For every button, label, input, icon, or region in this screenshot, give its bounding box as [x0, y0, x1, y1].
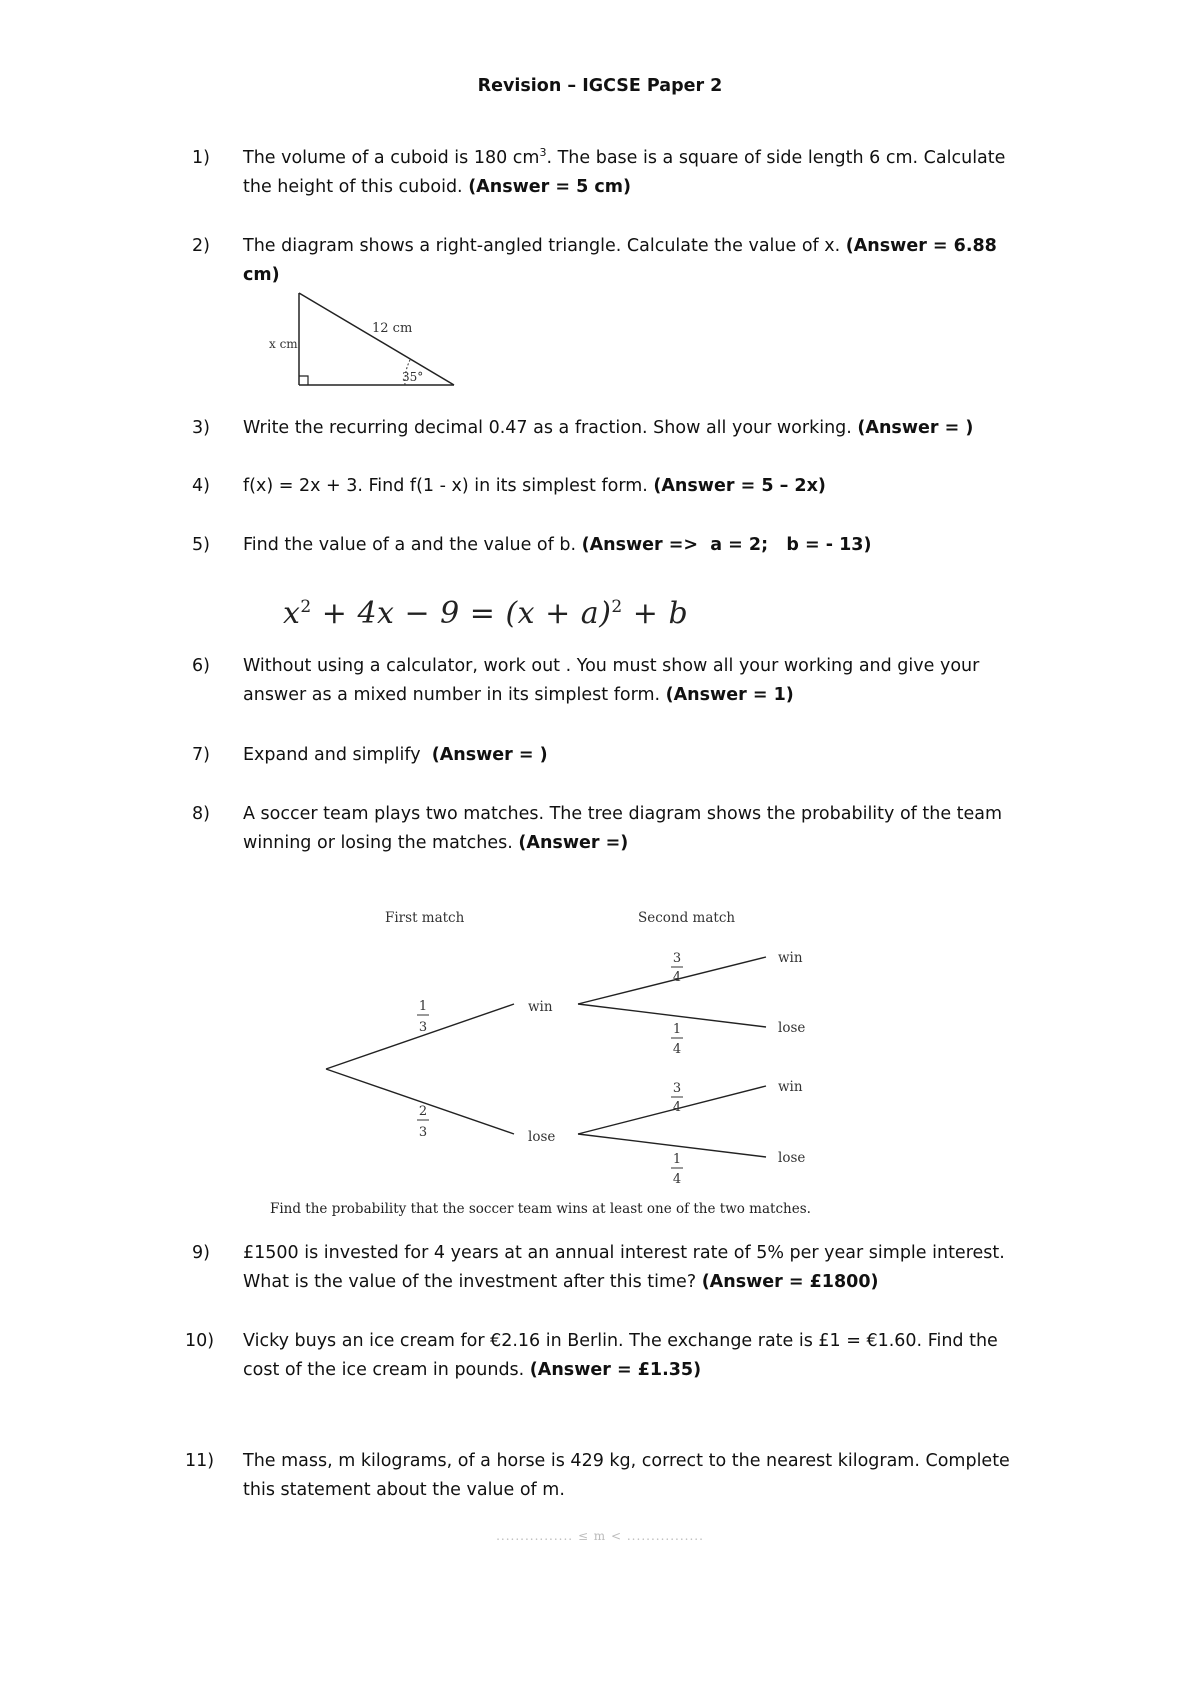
answer: (Answer =) [518, 833, 629, 853]
prob-win-lose-den: 4 [672, 1042, 682, 1057]
question-number: 11) [185, 1451, 215, 1471]
inequality-statement: ................ ≤ m < ................ [496, 1529, 704, 1543]
prob-lose-win-den: 4 [672, 1100, 682, 1115]
question-number: 9) [192, 1243, 210, 1263]
prob-win-win-den: 4 [672, 970, 682, 985]
prob-first-lose-num: 2 [418, 1104, 428, 1119]
first-match-header: First match [385, 910, 465, 926]
answer: (Answer = £1.35) [529, 1360, 702, 1380]
question-number: 7) [192, 745, 210, 765]
prob-lose-win-num: 3 [672, 1081, 682, 1096]
second-match-header: Second match [638, 910, 736, 926]
question-text: f(x) = 2x + 3. Find f(1 - x) in its simplest form. [243, 476, 654, 496]
question-text: A soccer team plays two matches. The tree diagram shows the probability of the team winning or losing the matches. [243, 804, 1003, 853]
equation-exponent: 2 [300, 597, 312, 617]
answer: (Answer = 5 – 2x) [653, 476, 826, 496]
question-text: Find the value of a and the value of b. [243, 535, 582, 555]
answer: (Answer = 1) [665, 685, 794, 705]
prob-first-win-num: 1 [418, 999, 428, 1014]
page-title: Revision – IGCSE Paper 2 [477, 76, 723, 96]
label-win-win: win [778, 950, 803, 966]
equation-lhs: x [283, 596, 301, 631]
equation-rhs: + b [622, 596, 689, 631]
prob-first-lose-den: 3 [418, 1125, 428, 1140]
question-number: 8) [192, 804, 210, 824]
equation-middle: + 4x − 9 = (x + a) [311, 596, 612, 631]
question-9 [192, 1239, 1035, 1297]
question-number: 5) [192, 535, 210, 555]
question-text: The diagram shows a right-angled triangle. Calculate the value of x. [243, 236, 846, 256]
prob-win-win-num: 3 [672, 951, 682, 966]
answer: (Answer = 6.88 cm) [243, 236, 997, 285]
question-text: £1500 is invested for 4 years at an annual interest rate of 5% per year simple interest. What is the value of the investment after this time? [243, 1243, 1005, 1292]
angle-label: 35° [402, 370, 424, 384]
question-number: 1) [192, 148, 210, 168]
question-number: 6) [192, 656, 210, 676]
prob-lose-lose-num: 1 [672, 1152, 682, 1167]
answer: (Answer = £1800) [701, 1272, 879, 1292]
prob-first-win-den: 3 [418, 1020, 428, 1035]
label-lose-lose: lose [778, 1150, 806, 1166]
prob-win-lose-num: 1 [672, 1022, 682, 1037]
answer: (Answer = 5 cm) [468, 177, 631, 197]
prob-lose-lose-den: 4 [672, 1172, 682, 1187]
label-win-lose: lose [778, 1020, 806, 1036]
hypotenuse-label: 12 cm [372, 321, 413, 336]
question-number: 3) [192, 418, 210, 438]
question-text: The mass, m kilograms, of a horse is 429 kg, correct to the nearest kilogram. Complete this statement about the value of m. [243, 1451, 1010, 1500]
question-number: 4) [192, 476, 210, 496]
question-number: 2) [192, 236, 210, 256]
question-text: Vicky buys an ice cream for €2.16 in Berlin. The exchange rate is £1 = €1.60. Find the cost of the ice cream in pounds. [243, 1331, 998, 1380]
equation-exponent-2: 2 [611, 597, 623, 617]
question-text: Expand and simplify [243, 745, 432, 765]
question-number: 10) [185, 1331, 215, 1351]
answer: (Answer => a = 2; b = - 13) [581, 535, 872, 555]
label-lose-win: win [778, 1079, 803, 1095]
answer: (Answer = ) [857, 418, 974, 438]
question-text: Write the recurring decimal 0.47 as a fraction. Show all your working. [243, 418, 858, 438]
question-11 [185, 1447, 1035, 1505]
question-text: The volume of a cuboid is 180 cm [243, 148, 540, 168]
question-10 [185, 1327, 1035, 1385]
question-text: Without using a calculator, work out . You must show all your working and give your answer as a mixed number in its simplest form. [243, 656, 980, 705]
tree-question: Find the probability that the soccer team wins at least one of the two matches. [270, 1201, 811, 1217]
label-first-lose: lose [528, 1129, 556, 1145]
superscript: 3 [539, 146, 547, 160]
side-x-label: x cm [269, 337, 298, 351]
label-first-win: win [528, 999, 553, 1015]
question-text-cont: . The base is a square of side length 6 cm. Calculate the height of this cuboid. [243, 148, 1006, 197]
answer: (Answer = ) [431, 745, 548, 765]
